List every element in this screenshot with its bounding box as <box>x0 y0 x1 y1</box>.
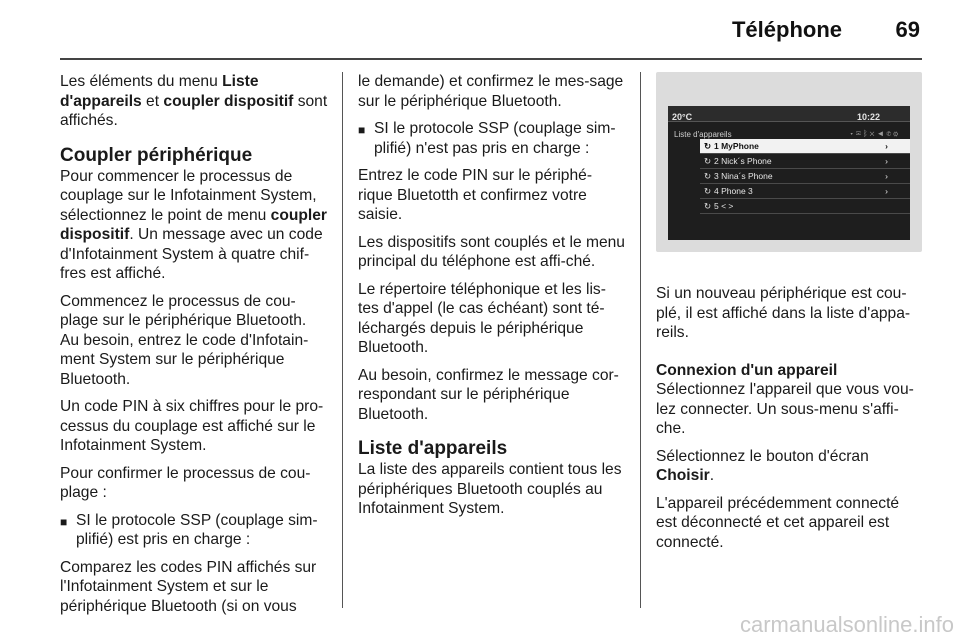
page-title: Téléphone <box>731 17 842 42</box>
paragraph: L'appareil précédemment connecté est déconnecté et cet appareil est connecté. <box>656 494 900 551</box>
chevron-right-icon: › <box>885 141 888 151</box>
mute-icon: ✕ <box>869 129 877 138</box>
bullet-square-icon: ■ <box>60 514 68 529</box>
settings-icon: ⚙ <box>893 129 900 138</box>
subsection-heading: Connexion d'un appareil <box>656 361 838 379</box>
paragraph: Les dispositifs sont couplés et le menu principal du téléphone est affi-ché. <box>358 233 625 270</box>
screenshot-figure <box>656 72 922 252</box>
paragraph: Au besoin, confirmez le message cor-respondant sur le périphérique Bluetooth. <box>358 366 619 423</box>
paragraph: Comparez les codes PIN affichés sur l'Infotainment System et sur le périphérique Bluetooth (si on vous <box>60 558 317 615</box>
bullet-square-icon: ■ <box>358 123 366 137</box>
volume-icon: ◄ <box>876 129 887 138</box>
status-bar <box>668 106 910 122</box>
paragraph: Pour commencer le processus de couplage sur le Infotainment System, sélectionnez le point de menu coupler dispositif. Un message avec un code d'Infotainment System à quatre chif-fres est affiché. <box>60 167 327 282</box>
paragraph: Sélectionnez le bouton d'écran Choisir. <box>656 447 869 484</box>
signal-icon: ▾ <box>849 129 857 138</box>
chevron-right-icon: › <box>885 156 888 166</box>
column-divider <box>640 72 641 608</box>
column-1 <box>60 72 328 624</box>
column-3 <box>656 72 922 560</box>
column-divider <box>342 72 343 608</box>
page-header <box>0 0 960 58</box>
paragraph: le demande) et confirmez le mes-sage sur le périphérique Bluetooth. <box>358 73 624 110</box>
refresh-icon: ↻ <box>704 141 712 151</box>
temperature: 20°C <box>672 112 693 122</box>
section-heading: Coupler périphérique <box>60 144 253 166</box>
device-row[interactable]: ↻ 2 Nick´s Phone › <box>700 154 910 169</box>
paragraph: Le répertoire téléphonique et les lis-tes d'appel (le cas échéant) sont té-léchargés depuis le périphérique Bluetooth. <box>358 280 606 356</box>
bluetooth-icon: ᛒ <box>862 129 870 138</box>
paragraph: Pour confirmer le processus de cou-plage : <box>60 464 311 501</box>
header-divider <box>60 58 922 60</box>
infotainment-screen <box>656 72 922 252</box>
refresh-icon: ↻ <box>704 171 712 181</box>
paragraph: Les éléments du menu Liste d'appareils et coupler dispositif sont affichés. <box>60 73 328 129</box>
column-2 <box>358 72 626 527</box>
device-row[interactable]: ↻ 4 Phone 3 › <box>700 184 910 199</box>
device-list <box>700 139 910 214</box>
paragraph: Si un nouveau périphérique est cou-plé, il est affiché dans la liste d'appa-reils. <box>656 285 911 341</box>
screen-title: Liste d'appareils <box>674 130 732 139</box>
list-item: ■ SI le protocole SSP (couplage sim-plifié) est pris en charge : <box>60 511 318 548</box>
device-row[interactable]: ↻ 1 MyPhone › <box>700 139 910 154</box>
paragraph: Commencez le processus de cou-plage sur le périphérique Bluetooth. Au besoin, entrez le code d'Infotain-ment System sur le périphérique Bluetooth. <box>60 292 309 388</box>
refresh-icon: ↻ <box>704 186 712 196</box>
paragraph: Un code PIN à six chiffres pour le pro-cessus du couplage est affiché sur le Infotainment System. <box>60 398 324 454</box>
watermark: carmanualsonline.info <box>739 612 954 637</box>
section-heading: Liste d'appareils <box>358 438 508 459</box>
device-row[interactable]: ↻ 3 Nina´s Phone › <box>700 169 910 184</box>
refresh-icon: ↻ <box>704 201 712 211</box>
device-row[interactable]: ↻ 5 < > <box>700 199 910 214</box>
phone-icon: ✆ <box>886 129 894 138</box>
chevron-right-icon: › <box>885 171 888 181</box>
paragraph: La liste des appareils contient tous les périphériques Bluetooth couplés au Infotainment System. <box>358 461 622 517</box>
page-number: 69 <box>895 17 920 42</box>
refresh-icon: ↻ <box>704 156 712 166</box>
device-list-screen <box>668 106 910 240</box>
clock: 10:22 <box>856 112 880 122</box>
list-item: ■ SI le protocole SSP (couplage sim-plifié) n'est pas pris en charge : <box>358 120 616 157</box>
message-icon: ✉ <box>856 129 863 138</box>
paragraph: Sélectionnez l'appareil que vous vou-lez connecter. Un sous-menu s'affi-che. <box>656 381 914 437</box>
chevron-right-icon: › <box>885 186 888 196</box>
paragraph: Entrez le code PIN sur le périphé-rique Bluetotth et confirmez votre saisie. <box>358 167 593 223</box>
